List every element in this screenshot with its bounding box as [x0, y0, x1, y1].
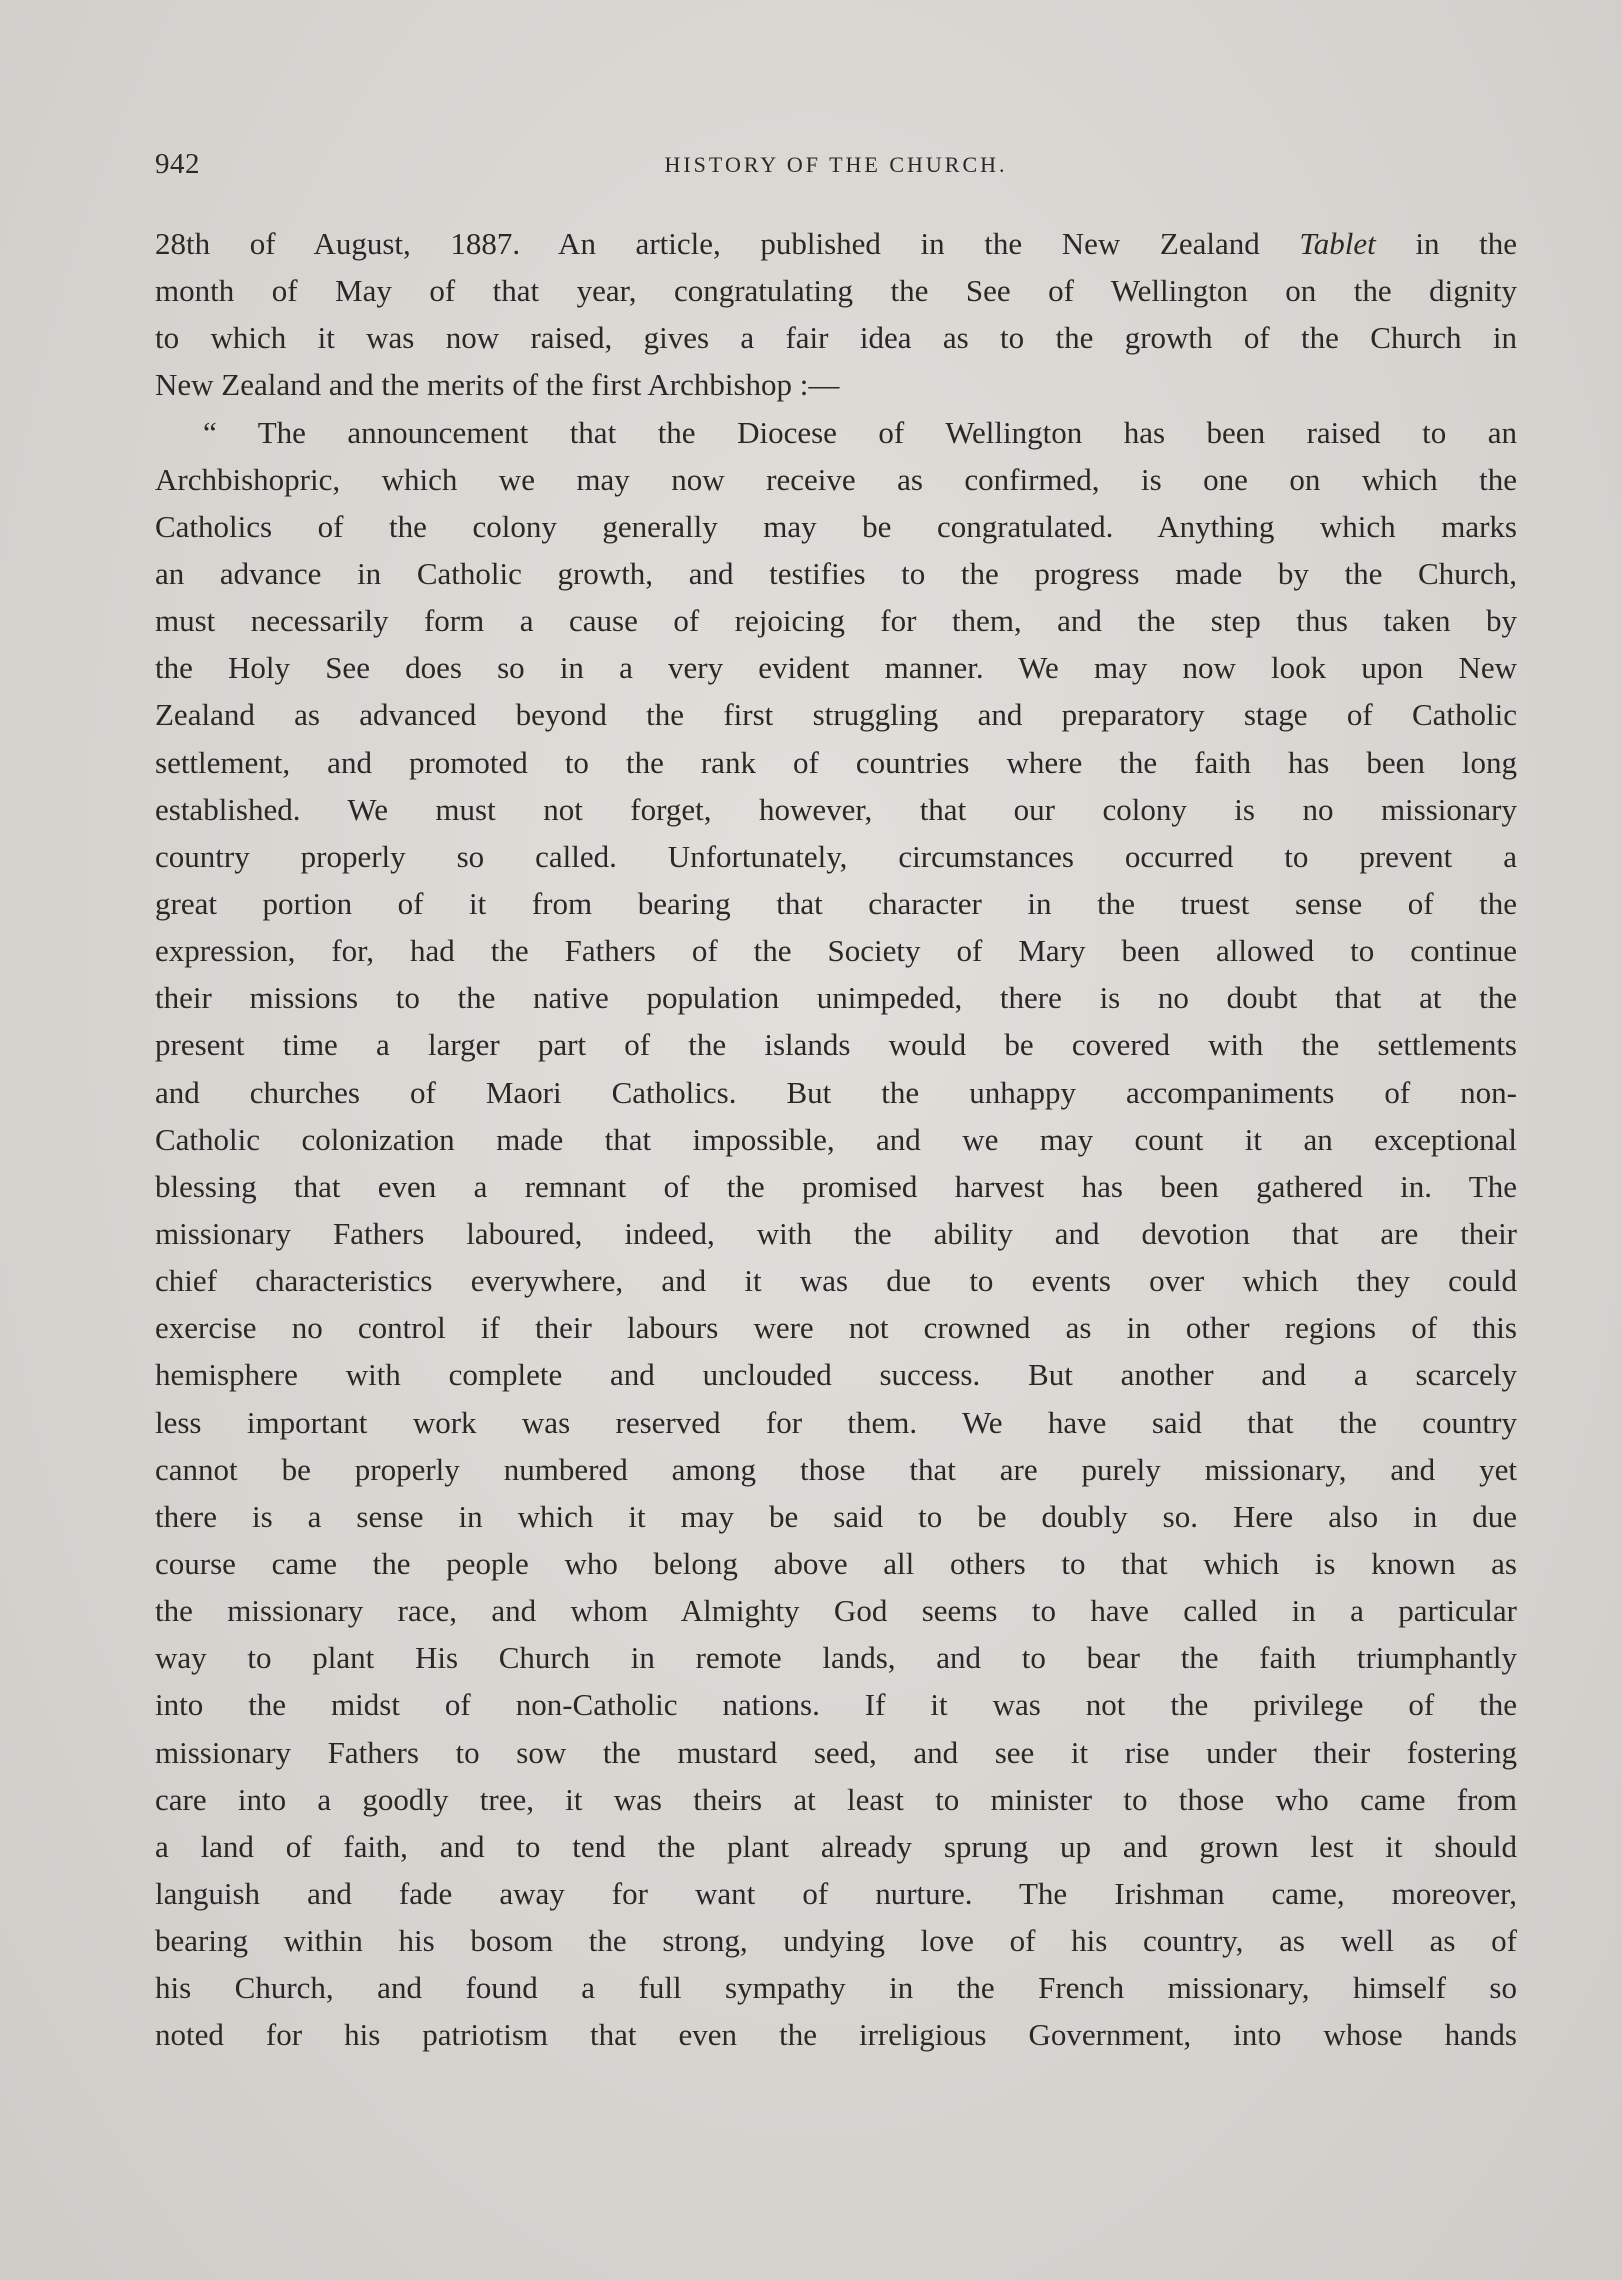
text-line: care into a goodly tree, it was theirs at least to minister to those who came from — [155, 1781, 1517, 1817]
text-line: the missionary race, and whom Almighty God seems to have called in a particular — [155, 1593, 1517, 1629]
text-line: his Church, and found a full sympathy in the French missionary, himself so — [155, 1970, 1517, 2006]
text-line — [155, 220, 1517, 267]
text-line: blessing that even a remnant of the promised harvest has been gathered in. The — [155, 1168, 1517, 1204]
text-line: country properly so called. Unfortunately, circumstances occurred to prevent a — [155, 838, 1517, 874]
text-line: into the midst of non-Catholic nations. If it was not the privilege of the — [155, 1687, 1517, 1723]
running-head: HISTORY OF THE CHURCH. — [664, 152, 1008, 177]
text-line: bearing within his bosom the strong, undying love of his country, as well as of — [155, 1923, 1517, 1959]
text-line: Zealand as advanced beyond the first struggling and preparatory stage of Catholic — [155, 697, 1517, 733]
text-line-end: in the — [1375, 226, 1517, 261]
text-line: Archbishopric, which we may now receive as confirmed, is one on which the — [155, 461, 1517, 497]
text-line: month of May of that year, congratulating the See of Wellington on the dignity — [155, 273, 1517, 309]
text-line: present time a larger part of the islands would be covered with the settlements — [155, 1027, 1517, 1063]
text-line: cannot be properly numbered among those that are purely missionary, and yet — [155, 1451, 1517, 1487]
text-line: chief characteristics everywhere, and it was due to events over which they could — [155, 1263, 1517, 1299]
text-line: to which it was now raised, gives a fair idea as to the growth of the Church in — [155, 320, 1517, 356]
publication-title: Tablet — [1299, 226, 1376, 261]
page-number: 942 — [155, 148, 200, 180]
text-line: missionary Fathers laboured, indeed, with the ability and devotion that are their — [155, 1215, 1517, 1251]
text-line: and churches of Maori Catholics. But the unhappy accompaniments of non- — [155, 1074, 1517, 1110]
text-line: Catholic colonization made that impossible, and we may count it an exceptional — [155, 1121, 1517, 1157]
body-text — [155, 220, 1517, 2058]
text-line: New Zealand and the merits of the first Archbishop :— — [155, 367, 840, 403]
text-line: great portion of it from bearing that character in the truest sense of the — [155, 885, 1517, 921]
text-line: missionary Fathers to sow the mustard seed, and see it rise under their fostering — [155, 1734, 1517, 1770]
text-line: an advance in Catholic growth, and testifies to the progress made by the Church, — [155, 555, 1517, 591]
page-header — [155, 148, 1517, 188]
text-line: hemisphere with complete and unclouded success. But another and a scarcely — [155, 1357, 1517, 1393]
text-line: Catholics of the colony generally may be congratulated. Anything which marks — [155, 508, 1517, 544]
text-line: must necessarily form a cause of rejoicing for them, and the step thus taken by — [155, 603, 1517, 639]
text-line: established. We must not forget, however, that our colony is no missionary — [155, 791, 1517, 827]
text-line: expression, for, had the Fathers of the Society of Mary been allowed to continue — [155, 933, 1517, 969]
text-line: a land of faith, and to tend the plant already sprung up and grown lest it should — [155, 1828, 1517, 1864]
text-line: their missions to the native population unimpeded, there is no doubt that at the — [155, 980, 1517, 1016]
text-line: less important work was reserved for them. We have said that the country — [155, 1404, 1517, 1440]
text-line: settlement, and promoted to the rank of countries where the faith has been long — [155, 744, 1517, 780]
text-line: there is a sense in which it may be said to be doubly so. Here also in due — [155, 1498, 1517, 1534]
text-line: way to plant His Church in remote lands, and to bear the faith triumphantly — [155, 1640, 1517, 1676]
text-line-start: 28th of August, 1887. An article, published in the New Zealand — [155, 226, 1300, 261]
text-line: course came the people who belong above all others to that which is known as — [155, 1545, 1517, 1581]
text-line: exercise no control if their labours were not crowned as in other regions of this — [155, 1310, 1517, 1346]
text-line: languish and fade away for want of nurture. The Irishman came, moreover, — [155, 1875, 1517, 1911]
text-line: “ The announcement that the Diocese of Wellington has been raised to an — [203, 414, 1517, 450]
text-line: the Holy See does so in a very evident manner. We may now look upon New — [155, 650, 1517, 686]
text-line: noted for his patriotism that even the irreligious Government, into whose hands — [155, 2017, 1517, 2053]
